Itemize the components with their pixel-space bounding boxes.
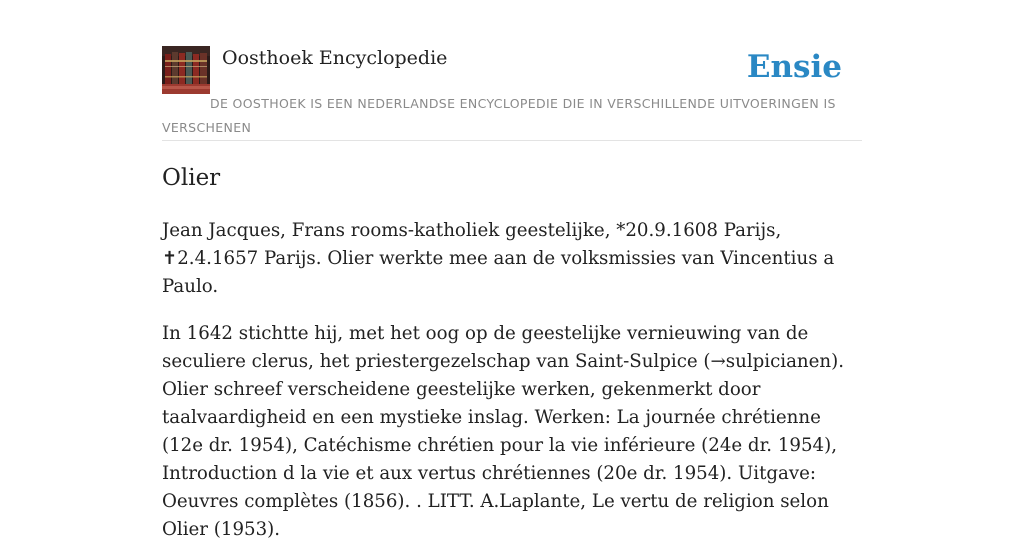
brand-logo-link[interactable]: Ensie bbox=[746, 49, 842, 85]
article-paragraph: Jean Jacques, Frans rooms-katholiek geestelijke, *20.9.1608 Parijs, ✝2.4.1657 Parijs. Olier werkte mee aan de volksmissies van Vincentius a Paulo. bbox=[162, 220, 835, 297]
site-title[interactable]: Oosthoek Encyclopedie bbox=[222, 47, 448, 69]
site-header bbox=[162, 46, 862, 141]
article-paragraph: In 1642 stichtte hij, met het oog op de geestelijke vernieuwing van de seculiere clerus, het priestergezelschap van Saint-Sulpice (→sulpicianen). Olier schreef verscheidene geestelijke werken, gekenmerkt door taalvaardigheid en een mystieke inslag. Werken: La journée chrétienne (12e dr. 1954), Catéchisme chrétien pour la vie inférieure (24e dr. 1954), Introduction d la vie et aux vertus chrétiennes (20e dr. 1954). Uitgave: Oeuvres complètes (1856). . LITT. A.Laplante, Le vertu de religion selon Olier (1953). bbox=[162, 323, 845, 540]
encyclopedia-books-icon[interactable] bbox=[162, 46, 210, 94]
article-title: Olier bbox=[162, 165, 221, 191]
site-tagline: DE OOSTHOEK IS EEN NEDERLANDSE ENCYCLOPEDIE DIE IN VERSCHILLENDE UITVOERINGEN IS VERSCHENEN bbox=[162, 96, 836, 135]
article bbox=[162, 163, 867, 544]
